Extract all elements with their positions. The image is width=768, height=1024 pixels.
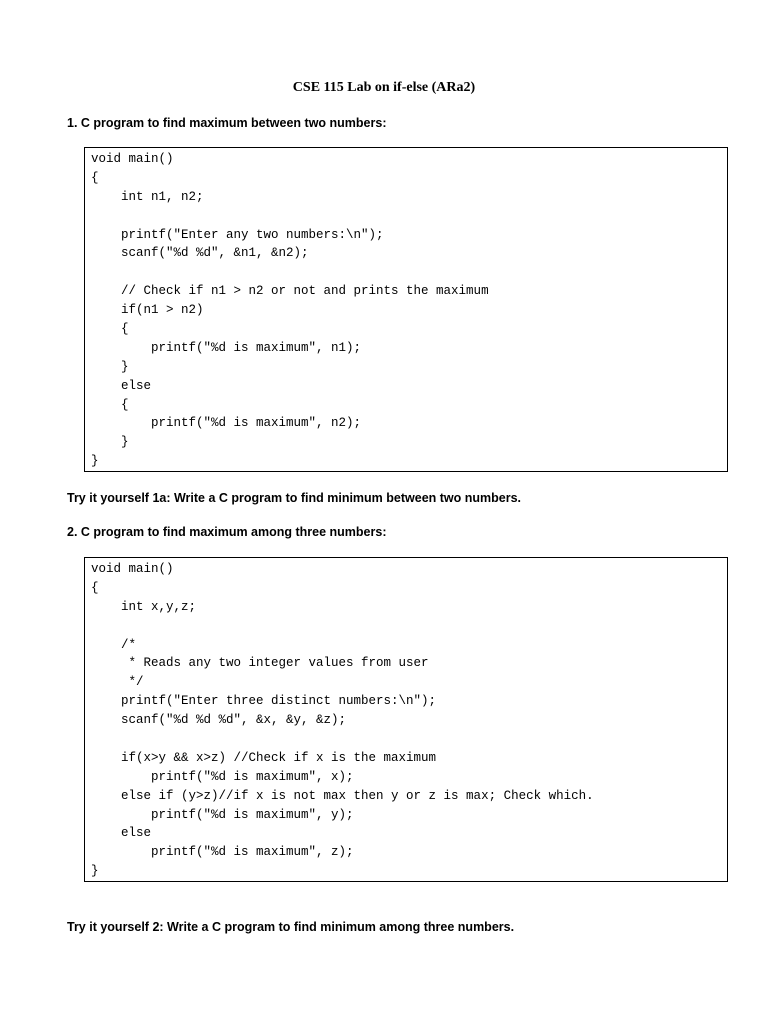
code-line: } — [91, 864, 99, 879]
code-line: scanf("%d %d %d", &x, &y, &z); — [91, 713, 347, 728]
code-line: int x,y,z; — [91, 599, 197, 614]
code-line: void main() — [91, 152, 174, 166]
code-line — [91, 617, 727, 636]
code-line: if(n1 > n2) — [91, 303, 204, 318]
code-line: /* — [91, 637, 137, 652]
section-2-heading: 2. C program to find maximum among three numbers: — [67, 525, 387, 539]
code-line: // Check if n1 > n2 or not and prints the maximum — [91, 284, 489, 299]
code-line: printf("%d is maximum", x); — [91, 769, 354, 784]
code-line: else if (y>z)//if x is not max then y or z is max; Check which. — [91, 788, 594, 803]
code-line: { — [91, 322, 129, 337]
code-line: scanf("%d %d", &n1, &n2); — [91, 246, 309, 261]
code-line: else — [91, 826, 152, 841]
code-line: { — [91, 580, 99, 595]
code-line — [91, 730, 727, 749]
section-1-heading: 1. C program to find maximum between two numbers: — [67, 116, 387, 130]
page-title: CSE 115 Lab on if-else (ARa2) — [292, 80, 476, 95]
code-line: int n1, n2; — [91, 189, 204, 204]
code-line: printf("%d is maximum", z); — [91, 845, 354, 860]
code-line: { — [91, 170, 99, 185]
code-line: else — [91, 378, 152, 393]
code-line: { — [91, 397, 129, 412]
code-line: printf("%d is maximum", n1); — [91, 340, 362, 355]
code-line: } — [91, 454, 99, 469]
exercise-1a: Try it yourself 1a: Write a C program to find minimum between two numbers. — [67, 491, 522, 505]
code-line: printf("Enter any two numbers:\n"); — [91, 227, 384, 242]
code-box-max-three — [84, 557, 728, 882]
code-line: * Reads any two integer values from user — [91, 656, 429, 671]
code-line: } — [91, 435, 129, 450]
code-line: } — [91, 359, 129, 374]
code-line: if(x>y && x>z) //Check if x is the maximum — [91, 750, 437, 765]
code-line — [91, 207, 727, 226]
exercise-2: Try it yourself 2: Write a C program to find minimum among three numbers. — [67, 920, 515, 934]
code-line: */ — [91, 675, 144, 690]
code-box-max-two — [84, 147, 728, 472]
code-line — [91, 263, 727, 282]
code-line: void main() — [91, 562, 174, 576]
code-line: printf("%d is maximum", n2); — [91, 416, 362, 431]
code-line: printf("%d is maximum", y); — [91, 807, 354, 822]
code-line: printf("Enter three distinct numbers:\n"); — [91, 694, 437, 709]
